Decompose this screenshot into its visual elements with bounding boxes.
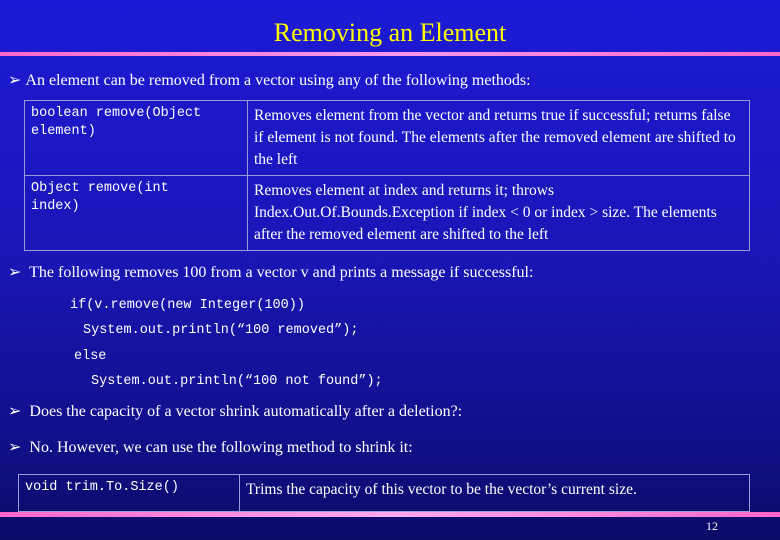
code-line: else (74, 349, 107, 364)
method-description: Removes element from the vector and returns true if successful; returns false if element is not found. The elements after the removed element are shifted to the left (254, 107, 736, 168)
method-signature: Object remove(int index) (31, 181, 169, 214)
method-description: Removes element at index and returns it; throws Index.Out.Of.Bounds.Exception if index < 0 or index > size. The elements after the removed element are shifted to the left (254, 182, 717, 243)
bullet-text: Does the capacity of a vector shrink automatically after a deletion?: (25, 403, 463, 420)
bullet-capacity-answer (8, 437, 413, 457)
table-row (25, 176, 750, 251)
bullet-text: No. However, we can use the following method to shrink it: (25, 439, 413, 456)
bullet-methods-intro (8, 70, 531, 90)
bullet-example-intro (8, 262, 533, 282)
arrow-bullet-icon: ➢ (8, 403, 22, 420)
code-line: System.out.println(“100 removed”); (83, 323, 359, 338)
bullet-text: The following removes 100 from a vector v and prints a message if successful: (25, 264, 534, 281)
footer-divider (0, 512, 780, 517)
page-number: 12 (706, 519, 718, 533)
method-description: Trims the capacity of this vector to be the vector’s current size. (246, 481, 637, 498)
method-signature-cell (19, 475, 240, 512)
bullet-capacity-question (8, 401, 462, 421)
code-line: if(v.remove(new Integer(100)) (70, 298, 305, 313)
slide-title: Removing an Element (273, 18, 507, 47)
method-signature-cell (25, 101, 248, 176)
arrow-bullet-icon: ➢ (8, 72, 22, 89)
trim-method-table (18, 474, 750, 512)
method-signature-cell (25, 176, 248, 251)
method-signature: void trim.To.Size() (25, 480, 179, 495)
methods-table (24, 100, 750, 251)
method-description-cell (248, 176, 750, 251)
bullet-text: An element can be removed from a vector using any of the following methods: (25, 72, 531, 89)
method-description-cell (240, 475, 750, 512)
method-signature: boolean remove(Object element) (31, 106, 202, 139)
arrow-bullet-icon: ➢ (8, 264, 22, 281)
title-divider (0, 52, 780, 56)
method-description-cell (248, 101, 750, 176)
table-row (19, 475, 750, 512)
table-row (25, 101, 750, 176)
arrow-bullet-icon: ➢ (8, 439, 22, 456)
code-line: System.out.println(“100 not found”); (91, 374, 383, 389)
